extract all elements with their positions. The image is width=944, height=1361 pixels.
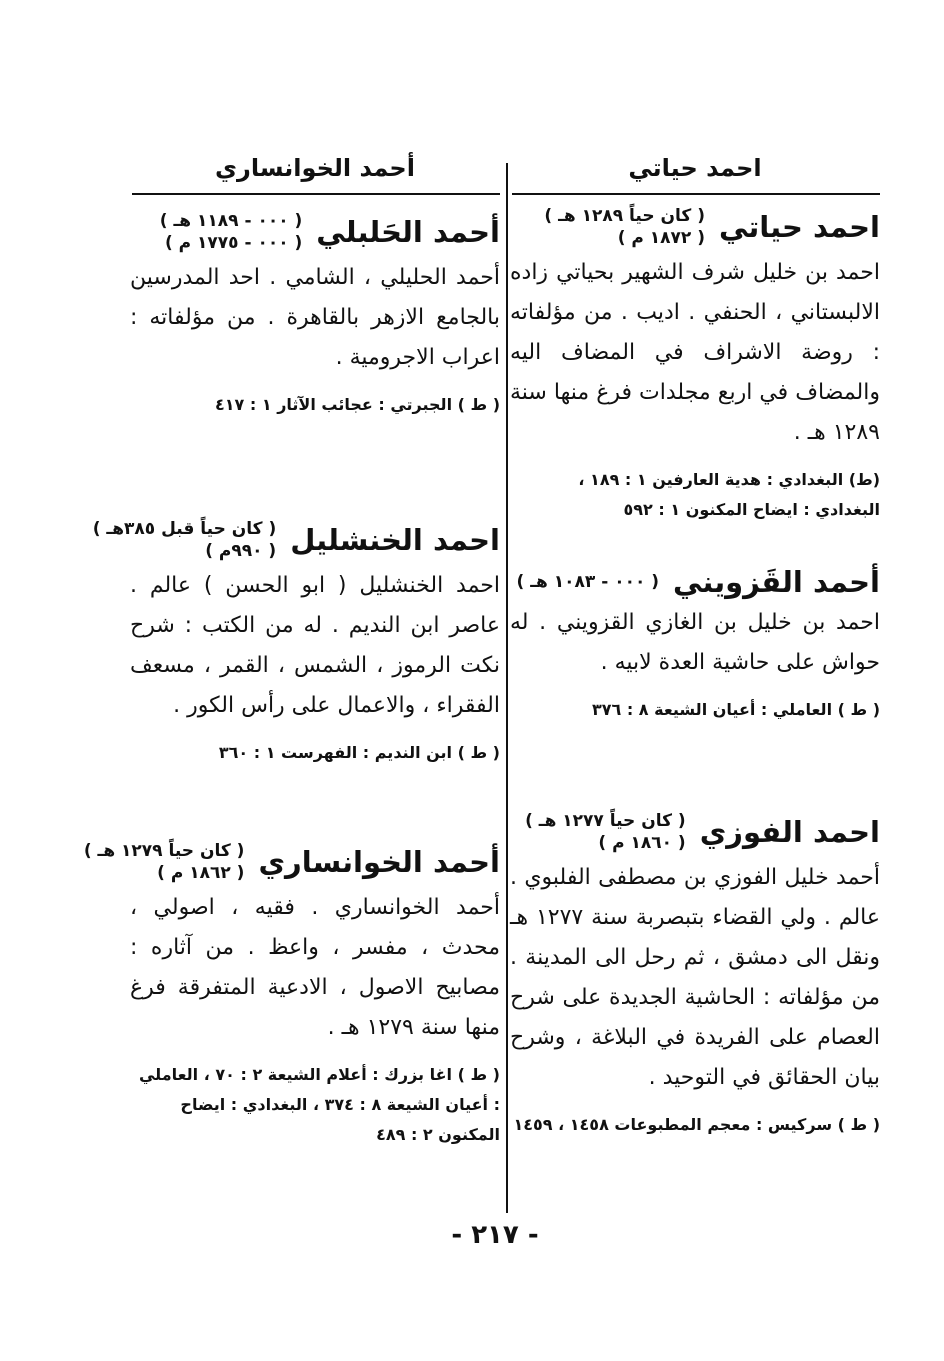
entry-name: أحمد الخوانساري: [258, 845, 500, 879]
entry-source: ( ط ) الجبرتي : عجائب الآثار ١ : ٤١٧: [215, 395, 500, 414]
entry-source: ( ط ) العاملي : أعيان الشيعة ٨ : ٣٧٦: [591, 700, 880, 719]
entry-source: ( ط ) اغا بزرك : أعلام الشيعة ٢ : ٧٠ ، العاملي : أعيان الشيعة ٨ : ٣٧٤ ، البغدادي : ايضاح المكنون ٢ : ٤٨٩: [138, 1065, 500, 1144]
entry-ahmad-hayati: [510, 205, 880, 525]
entry-date-hijri: ( ٠٠٠ - ١٠٨٣ هـ ): [516, 572, 660, 592]
entry-dates: [517, 571, 659, 593]
entry-dates: [84, 840, 245, 884]
left-header-rule: [132, 193, 500, 195]
entry-ahmad-khwansari: [83, 840, 500, 1150]
entry-date-gregorian: ( ٠٠٠ - ١٧٧٥ م ): [164, 233, 303, 253]
entry-name: احمد الخنشليل: [290, 523, 500, 557]
left-column: [130, 150, 500, 186]
entry-date-hijri: ( ٠٠٠ - ١١٨٩ هـ ): [159, 211, 303, 231]
right-running-header: احمد حياتي: [628, 154, 762, 182]
entry-body: احمد بن خليل شرف الشهير بحياتي زاده الالبستاني ، الحنفي . اديب . من مؤلفاته : روضة الاشراف في المضاف اليه والمضاف في اربع مجلدات فرغ منها سنة ١٢٨٩ هـ .: [510, 260, 880, 445]
right-header-rule: [512, 193, 880, 195]
entry-dates: [160, 210, 302, 254]
entry-source: (ط) البغدادي : هدية العارفين ١ : ١٨٩ ، البغدادي : ايضاح المكنون ١ : ٥٩٢: [578, 470, 880, 519]
right-column: [510, 150, 880, 186]
left-running-header: أحمد الخوانساري: [215, 154, 415, 182]
entry-date-gregorian: ( ١٨٦٠ م ): [598, 833, 686, 853]
entry-source: ( ط ) ابن النديم : الفهرست ١ : ٣٦٠: [218, 743, 500, 762]
entry-date-hijri: ( كان حياً ١٢٧٩ هـ ): [83, 841, 245, 861]
entry-name: احمد الفوزي: [699, 815, 880, 849]
entry-name: أحمد الحَلبلي: [316, 215, 500, 249]
entry-head: [92, 518, 500, 562]
entry-head: [510, 565, 880, 599]
entry-head: [83, 840, 500, 884]
entry-head: [510, 205, 880, 249]
entry-source: ( ط ) سركيس : معجم المطبوعات ١٤٥٨ ، ١٤٥٩: [513, 1115, 880, 1134]
column-divider: [506, 163, 508, 1213]
entry-dates: [525, 810, 686, 854]
entry-ahmad-qazwini: [510, 565, 880, 725]
entry-date-gregorian: ( ٩٩٠م ): [205, 541, 277, 561]
entry-name: احمد حياتي: [719, 210, 880, 244]
entry-date-hijri: ( كان حياً ١٢٨٩ هـ ): [544, 206, 705, 226]
entry-body: أحمد الخوانساري . فقيه ، اصولي ، محدث ، مفسر ، واعظ . من آثاره : مصابيح الاصول ، الادعية المتفرقة فرغ منها سنة ١٢٧٩ هـ .: [130, 895, 500, 1040]
entry-date-gregorian: ( ١٨٦٢ م ): [157, 863, 245, 883]
entry-dates: [544, 205, 705, 249]
entry-ahmad-khanshalil: [92, 518, 500, 768]
entry-body: احمد الخنشليل ( ابو الحسن ) عالم . عاصر ابن النديم . له من الكتب : شرح نكت الرموز ، الشمس ، القمر ، مسعف الفقراء ، والاعمال على رأس الكور .: [130, 573, 500, 718]
entry-ahmad-halabi: [130, 210, 500, 420]
entry-body: احمد بن خليل بن الغازي القزويني . له حواش على حاشية العدة لابيه .: [510, 610, 880, 675]
entry-date-hijri: ( كان حياً قبل ٣٨٥هـ ): [92, 519, 277, 539]
entry-ahmad-fawzi: [510, 810, 880, 1140]
entry-name: أحمد القَزويني: [673, 565, 880, 599]
entry-head: [510, 810, 880, 854]
page-number: - ٢١٧ -: [451, 1220, 539, 1250]
entry-head: [130, 210, 500, 254]
entry-date-gregorian: ( ١٨٧٢ م ): [617, 228, 705, 248]
entry-body: أحمد الحليلي ، الشامي . احد المدرسين بالجامع الازهر بالقاهرة . من مؤلفاته : اعراب الاجرومية .: [130, 265, 500, 370]
entry-dates: [93, 518, 276, 562]
entry-body: أحمد خليل الفوزي بن مصطفى الفلبوي . عالم . ولي القضاء بتبصربة سنة ١٢٧٧ هـ ونقل الى دمشق ، ثم رحل الى المدينة . من مؤلفاته : الحاشية الجديدة على شرح العصام على الفريدة في البلاغة ، وشرح بيان الحقائق في التوحيد .: [510, 865, 881, 1090]
entry-date-hijri: ( كان حياً ١٢٧٧ هـ ): [525, 811, 686, 831]
